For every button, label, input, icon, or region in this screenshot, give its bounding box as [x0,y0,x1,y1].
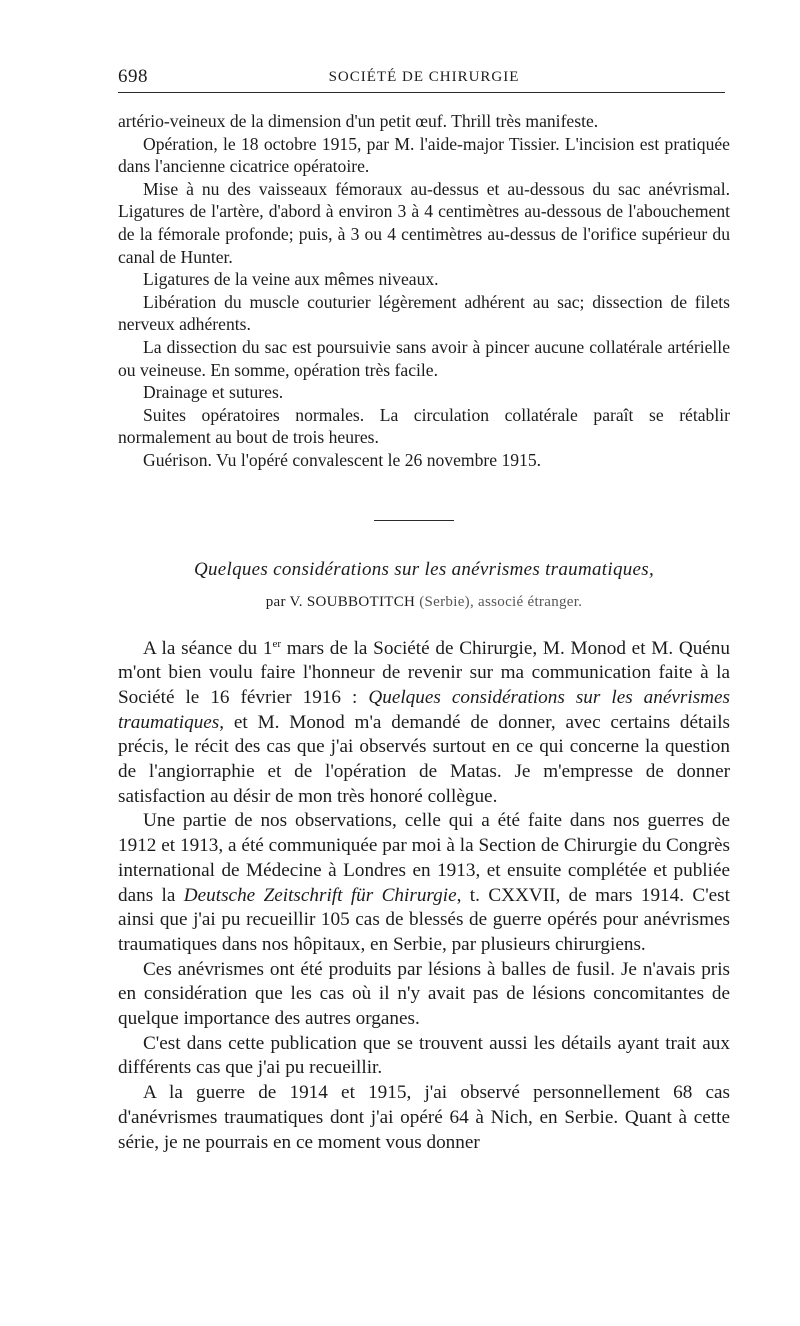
header-rule [118,92,725,93]
case-paragraph: Drainage et sutures. [143,382,284,403]
text-run: , t. CXXVII, de mars 1914. C'est ainsi que j'ai pu recueillir 105 cas de blessés de guerre opérés pour anévrismes traumatiques dans nos hôpitaux, en Serbie, par plusieurs chirurgiens. [118,884,730,955]
text-run: mars de la Société de Chirurgie, M. Monod et M. Quénu m'ont bien voulu faire l'honneur de revenir sur ma communication faite à la Société le 16 février 1916 : [118,637,730,708]
italic-run: Deutsche Zeitschrift für Chirurgie [183,884,457,906]
case-paragraph: Libération du muscle couturier légèrement adhérent au sac; dissection de filets nerveux adhérents. [118,291,730,335]
case-paragraph: Suites opératoires normales. La circulation collatérale paraît se rétablir normalement au bout de trois heures. [118,404,730,448]
case-paragraph: La dissection du sac est poursuivie sans avoir à pincer aucune collatérale artérielle ou veineuse. En somme, opération très facile. [118,336,730,380]
author-name: par V. SOUBBOTITCH [265,593,416,610]
article-title: Quelques considérations sur les anévrismes traumatiques, [193,558,655,580]
article-paragraph [118,958,730,1032]
page-number: 698 [118,66,148,87]
book-page [118,58,730,1155]
italic-run: Quelques considérations sur les anévrismes traumatiques [118,686,731,733]
superscript: er [272,637,282,650]
article-paragraph [118,809,730,957]
case-paragraph: Guérison. Vu l'opéré convalescent le 26 novembre 1915. [143,449,542,470]
text-run: A la guerre de 1914 et 1915, j'ai observé personnellement 68 cas d'anévrismes traumatiques dont j'ai opéré 64 à Nich, en Serbie. Quant à cette série, je ne pourrais en ce moment vous donner [118,1082,730,1153]
text-run: , et M. Monod m'a demandé de donner, avec certains détails précis, le récit des cas que j'ai observés surtout en ce qui concerne la question de l'angiorraphie et de l'opération de Matas. Je m'empresse de donner satisfaction au désir de mon très honoré collègue. [118,711,730,807]
article-body [118,637,730,1156]
author-affiliation: (Serbie), associé étranger. [419,593,583,610]
case-paragraph: Mise à nu des vaisseaux fémoraux au-dessus et au-dessous du sac anévrismal. Ligatures de l'artère, d'abord à environ 3 à 4 centimètres au-dessous de l'abouchement de la fémorale profonde; puis, à 3 ou 4 centimètres au-dessus de l'orifice supérieur du canal de Hunter. [118,178,730,267]
section-separator [374,520,454,521]
journal-title: SOCIÉTÉ DE CHIRURGIE [328,69,520,85]
text-run: C'est dans cette publication que se trouvent aussi les détails ayant trait aux différents cas que j'ai pu recueillir. [118,1032,730,1079]
case-paragraph: Opération, le 18 octobre 1915, par M. l'aide-major Tissier. L'incision est pratiquée dans l'ancienne cicatrice opératoire. [118,133,730,177]
article-paragraph [118,1081,730,1155]
text-run: A la séance du 1 [143,637,273,659]
text-run: Ces anévrismes ont été produits par lésions à balles de fusil. Je n'avais pris en considération que les cas où il n'y avait pas de lésions concomitantes de quelque importance des autres organes. [118,958,730,1030]
author-byline [118,594,730,611]
case-paragraph: artério-veineux de la dimension d'un petit œuf. Thrill très manifeste. [118,111,599,131]
case-report-text [118,110,730,472]
case-paragraph: Ligatures de la veine aux mêmes niveaux. [143,269,439,290]
text-run: Une partie de nos observations, celle qui a été faite dans nos guerres de 1912 et 1913, a été communiquée par moi à la Section de Chirurgie du Congrès international de Médecine à Londres en 1913, et ensuite complétée et publiée dans la [118,810,730,906]
article-paragraph [118,637,730,810]
article-paragraph [118,1032,730,1081]
running-head [118,58,730,92]
